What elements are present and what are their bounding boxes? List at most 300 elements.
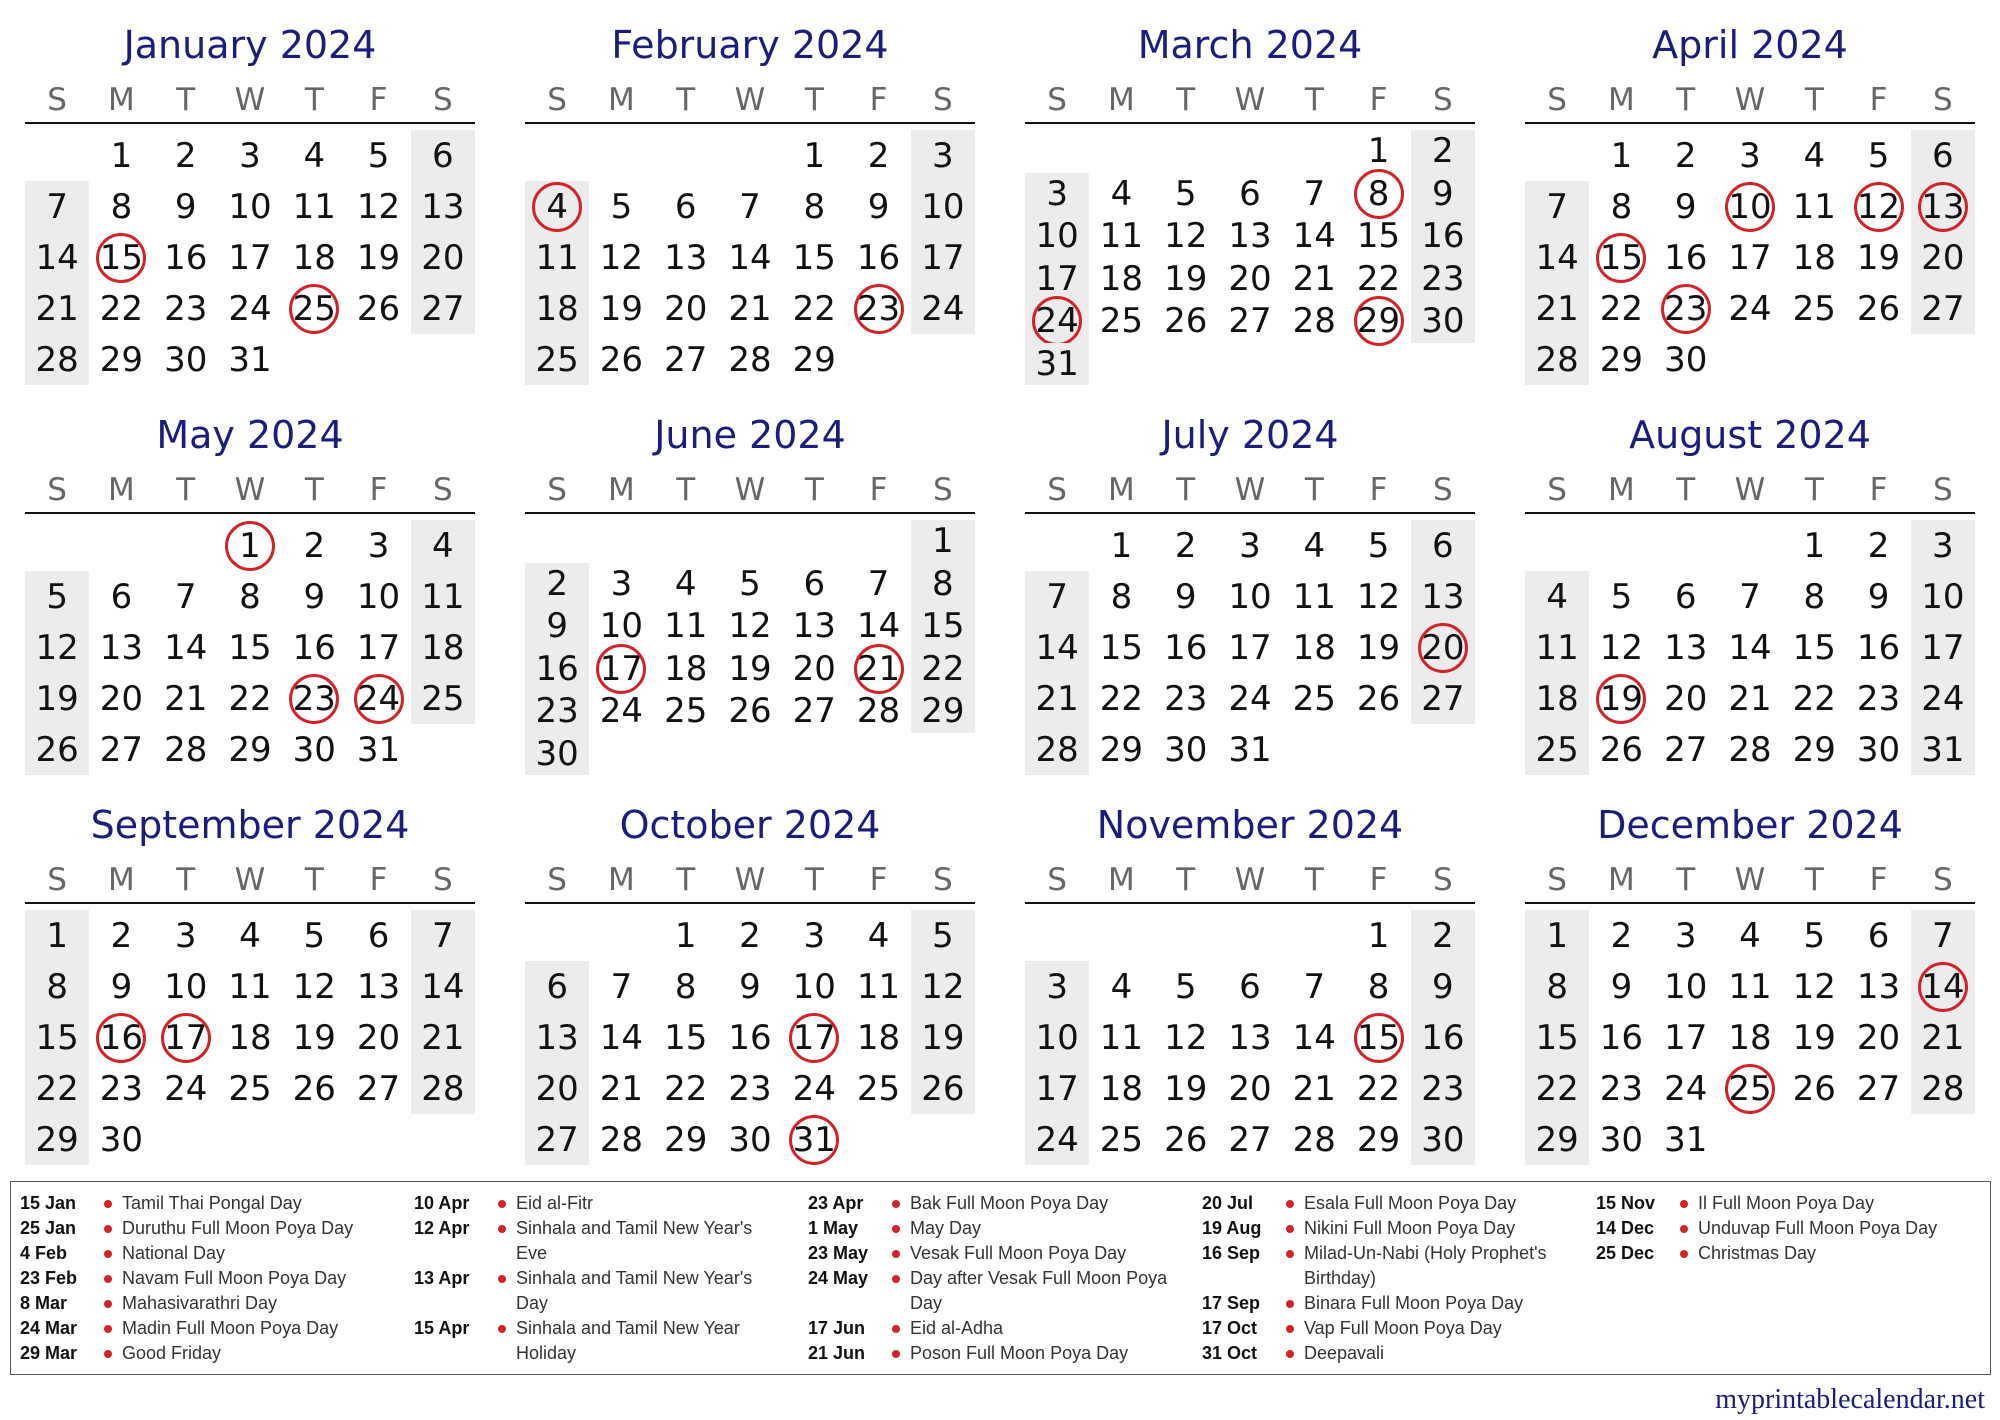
bullet-wrap (888, 1316, 904, 1341)
day-number: 17 (1035, 1068, 1079, 1109)
weekday-header (525, 860, 975, 900)
day-number: 6 (1432, 525, 1454, 566)
holiday-name: Madin Full Moon Poya Day (122, 1318, 339, 1338)
day-number: 3 (1046, 966, 1068, 1007)
day-cell (1025, 1114, 1089, 1165)
day-cell (1846, 283, 1910, 334)
day-cell (154, 910, 218, 961)
day-number: 15 (1356, 216, 1401, 257)
empty-day-cell (282, 1114, 346, 1165)
day-cell (1782, 571, 1846, 622)
day-number: 19 (1164, 1068, 1208, 1109)
day-cell (218, 232, 282, 283)
bullet-wrap (100, 1216, 116, 1241)
day-number: 30 (1164, 729, 1208, 770)
month-title: May 2024 (156, 413, 344, 457)
day-cell (1346, 300, 1410, 343)
bullet-wrap (888, 1266, 904, 1291)
day-number: 6 (1932, 135, 1954, 176)
day-number: 26 (292, 1068, 336, 1109)
weekday-label-monday: M (108, 862, 135, 898)
weekday-label-friday: F (369, 472, 388, 508)
day-cell (1846, 673, 1910, 724)
holiday-entry (1596, 1216, 1990, 1241)
day-cell (346, 910, 410, 961)
day-number: 12 (1792, 966, 1836, 1007)
day-cell (1525, 334, 1589, 385)
holiday-name: Poson Full Moon Poya Day (910, 1343, 1129, 1363)
day-cell (911, 690, 975, 733)
day-number: 10 (1921, 576, 1965, 617)
weekday-label-sunday: S (1047, 82, 1067, 118)
day-cell (718, 1012, 782, 1063)
holiday-name: Il Full Moon Poya Day (1698, 1193, 1875, 1213)
day-cell (89, 130, 153, 181)
holiday-entry (808, 1191, 1202, 1216)
day-number: 3 (803, 915, 826, 956)
day-cell (1718, 961, 1782, 1012)
holiday-entry (1202, 1341, 1596, 1366)
day-number: 7 (1932, 915, 1954, 956)
day-number: 21 (856, 648, 901, 689)
red-dot-icon (104, 1225, 112, 1233)
day-number: 7 (174, 576, 197, 617)
day-cell (89, 181, 153, 232)
day-cell (1525, 724, 1589, 775)
day-cell (25, 283, 89, 334)
day-cell (1411, 961, 1475, 1012)
day-number: 14 (421, 966, 465, 1007)
day-number: 16 (1164, 627, 1208, 668)
day-number: 28 (421, 1068, 465, 1109)
day-number: 11 (228, 966, 272, 1007)
empty-day-cell (1025, 910, 1089, 961)
bullet-wrap (888, 1216, 904, 1241)
holiday-name: Sinhala and Tamil New Year Holiday (516, 1318, 740, 1363)
legend-column (1202, 1191, 1596, 1374)
day-cell (411, 961, 475, 1012)
day-cell (718, 334, 782, 385)
header-divider (1525, 122, 1975, 124)
day-cell (782, 961, 846, 1012)
day-number: 11 (1792, 186, 1836, 227)
day-cell (25, 571, 89, 622)
day-cell (525, 690, 589, 733)
day-cell (218, 520, 282, 571)
day-number: 9 (174, 186, 197, 227)
empty-day-cell (525, 910, 589, 961)
day-number: 4 (303, 135, 326, 176)
day-cell (1411, 258, 1475, 301)
day-cell (1346, 173, 1410, 216)
day-cell (25, 181, 89, 232)
day-number: 18 (1728, 1017, 1772, 1058)
holiday-circle-marker (96, 233, 146, 283)
holiday-entry (1202, 1241, 1596, 1291)
day-cell (1089, 215, 1153, 258)
day-cell (1782, 961, 1846, 1012)
red-dot-icon (1286, 1300, 1294, 1308)
holiday-circle-marker (354, 674, 404, 724)
day-number: 19 (35, 678, 79, 719)
day-number: 23 (1421, 258, 1465, 299)
day-number: 19 (1792, 1017, 1836, 1058)
day-number: 20 (1921, 237, 1965, 278)
day-cell (1525, 1063, 1589, 1114)
empty-day-cell (1154, 910, 1218, 961)
weekday-label-wednesday: W (234, 82, 266, 118)
day-number: 16 (535, 648, 579, 689)
month-title: December 2024 (1597, 803, 1903, 847)
day-number: 3 (367, 525, 390, 566)
month-title: November 2024 (1096, 803, 1404, 847)
bullet-wrap (494, 1216, 510, 1241)
day-cell (218, 1012, 282, 1063)
weekday-label-thursday: T (804, 862, 824, 898)
day-cell (1782, 181, 1846, 232)
weekday-label-saturday: S (433, 862, 453, 898)
day-number: 23 (535, 691, 579, 732)
day-grid (25, 130, 475, 385)
day-cell (1089, 1012, 1153, 1063)
weekday-label-wednesday: W (1734, 82, 1766, 118)
bullet-wrap (494, 1191, 510, 1216)
month-title: July 2024 (1161, 413, 1339, 457)
bullet-wrap (1676, 1216, 1692, 1241)
day-number: 12 (35, 627, 79, 668)
red-dot-icon (1286, 1350, 1294, 1358)
day-number: 11 (1535, 627, 1579, 668)
day-number: 1 (239, 525, 261, 566)
day-cell (589, 563, 653, 606)
day-cell (1911, 910, 1975, 961)
holiday-name: Eid al-Adha (910, 1318, 1004, 1338)
holiday-date: 15 Apr (414, 1318, 470, 1338)
day-cell (782, 690, 846, 733)
empty-day-cell (411, 724, 475, 775)
day-number: 24 (1921, 678, 1965, 719)
day-number: 4 (432, 525, 454, 566)
empty-day-cell (1525, 520, 1589, 571)
empty-day-cell (654, 733, 718, 776)
day-number: 10 (921, 186, 965, 227)
day-cell (1025, 173, 1089, 216)
day-cell (1154, 520, 1218, 571)
day-number: 14 (164, 627, 208, 668)
day-number: 29 (1099, 729, 1144, 770)
header-divider (1525, 512, 1975, 514)
day-cell (1654, 673, 1718, 724)
red-dot-icon (1286, 1325, 1294, 1333)
day-number: 5 (1867, 135, 1890, 176)
day-number: 25 (1099, 301, 1144, 342)
day-number: 4 (239, 915, 261, 956)
day-cell (1346, 1012, 1410, 1063)
day-number: 15 (921, 606, 965, 647)
day-number: 2 (110, 915, 133, 956)
weekday-label-sunday: S (1547, 82, 1567, 118)
day-cell (1911, 724, 1975, 775)
day-number: 23 (292, 678, 336, 719)
day-cell (89, 232, 153, 283)
day-number: 29 (35, 1119, 79, 1160)
day-number: 5 (739, 563, 761, 604)
day-cell (782, 283, 846, 334)
day-number: 10 (1728, 186, 1772, 227)
day-cell (1846, 961, 1910, 1012)
day-cell (1525, 232, 1589, 283)
holiday-name: Mahasivarathri Day (122, 1293, 278, 1313)
day-number: 9 (1867, 576, 1890, 617)
day-number: 25 (1099, 1119, 1144, 1160)
day-cell (1654, 724, 1718, 775)
day-number: 23 (1664, 288, 1708, 329)
header-divider (525, 512, 975, 514)
day-cell (1218, 724, 1282, 775)
day-number: 5 (367, 135, 390, 176)
day-number: 27 (1664, 729, 1708, 770)
weekday-label-monday: M (1108, 862, 1135, 898)
weekday-label-sunday: S (47, 82, 67, 118)
day-cell (1589, 181, 1653, 232)
empty-day-cell (1346, 724, 1410, 775)
holiday-name: Milad-Un-Nabi (Holy Prophet's Birthday) (1304, 1243, 1547, 1288)
day-number: 20 (1664, 678, 1708, 719)
day-number: 13 (1228, 216, 1272, 257)
red-dot-icon (1286, 1250, 1294, 1258)
month-november (1025, 780, 1475, 1170)
day-number: 20 (1228, 1068, 1272, 1109)
empty-day-cell (1411, 724, 1475, 775)
day-number: 17 (1921, 627, 1965, 668)
month-title: August 2024 (1629, 413, 1871, 457)
day-number: 24 (1228, 678, 1272, 719)
day-cell (654, 563, 718, 606)
day-number: 7 (1303, 966, 1326, 1007)
day-number: 7 (1046, 576, 1068, 617)
day-number: 5 (303, 915, 326, 956)
day-cell (1089, 673, 1153, 724)
day-cell (1846, 232, 1910, 283)
weekday-label-thursday: T (1304, 862, 1324, 898)
empty-day-cell (1525, 130, 1589, 181)
day-number: 18 (1792, 237, 1836, 278)
month-title: January 2024 (123, 23, 377, 67)
weekday-header (525, 80, 975, 120)
weekday-label-saturday: S (1433, 862, 1453, 898)
day-number: 10 (1035, 1017, 1079, 1058)
holiday-entry (1202, 1291, 1596, 1316)
day-cell (1218, 622, 1282, 673)
day-number: 22 (1599, 288, 1644, 329)
day-cell (1782, 724, 1846, 775)
day-cell (525, 1012, 589, 1063)
day-number: 11 (535, 237, 579, 278)
day-cell (282, 283, 346, 334)
day-number: 30 (292, 729, 336, 770)
day-number: 28 (1728, 729, 1772, 770)
day-number: 8 (1610, 186, 1633, 227)
day-number: 25 (664, 691, 708, 732)
day-number: 26 (1792, 1068, 1836, 1109)
empty-day-cell (1718, 334, 1782, 385)
holiday-entry (20, 1341, 414, 1366)
weekday-label-wednesday: W (1234, 472, 1266, 508)
day-cell (411, 1063, 475, 1114)
weekday-label-saturday: S (933, 472, 953, 508)
bullet-wrap (494, 1316, 510, 1341)
day-cell (411, 181, 475, 232)
day-cell (25, 232, 89, 283)
day-number: 18 (1292, 627, 1336, 668)
day-cell (846, 563, 910, 606)
day-cell (718, 961, 782, 1012)
day-cell (89, 961, 153, 1012)
day-number: 1 (46, 915, 68, 956)
day-number: 18 (1099, 1068, 1144, 1109)
day-cell (718, 181, 782, 232)
day-cell (218, 961, 282, 1012)
weekday-label-tuesday: T (676, 862, 696, 898)
day-cell (154, 1012, 218, 1063)
bullet-wrap (100, 1191, 116, 1216)
day-cell (1911, 520, 1975, 571)
day-number: 14 (599, 1017, 644, 1058)
day-cell (525, 232, 589, 283)
holiday-date: 10 Apr (414, 1193, 470, 1213)
day-number: 30 (1664, 339, 1708, 380)
day-number: 17 (599, 648, 644, 689)
empty-day-cell (25, 520, 89, 571)
day-number: 30 (99, 1119, 144, 1160)
red-dot-icon (104, 1275, 112, 1283)
empty-day-cell (718, 130, 782, 181)
day-cell (1846, 622, 1910, 673)
day-number: 21 (1292, 1068, 1336, 1109)
weekday-label-thursday: T (1804, 472, 1824, 508)
day-number: 10 (1035, 216, 1079, 257)
holiday-entry (414, 1216, 808, 1266)
holiday-entry (20, 1316, 414, 1341)
weekday-label-wednesday: W (734, 862, 766, 898)
red-dot-icon (1680, 1250, 1688, 1258)
day-cell (1782, 232, 1846, 283)
weekday-label-sunday: S (1547, 862, 1567, 898)
day-number: 5 (1610, 576, 1633, 617)
day-cell (1654, 961, 1718, 1012)
holiday-name: Esala Full Moon Poya Day (1304, 1193, 1517, 1213)
day-number: 19 (356, 237, 401, 278)
weekday-label-sunday: S (47, 862, 67, 898)
day-number: 11 (856, 966, 901, 1007)
day-number: 4 (1739, 915, 1761, 956)
day-cell (1346, 520, 1410, 571)
day-number: 12 (356, 186, 401, 227)
holiday-name: Christmas Day (1698, 1243, 1817, 1263)
day-number: 13 (535, 1017, 579, 1058)
day-cell (1654, 571, 1718, 622)
day-cell (1089, 571, 1153, 622)
day-number: 22 (1099, 678, 1144, 719)
day-number: 21 (1921, 1017, 1965, 1058)
day-cell (911, 232, 975, 283)
day-number: 17 (1728, 237, 1772, 278)
day-cell (411, 673, 475, 724)
weekday-label-saturday: S (1433, 472, 1453, 508)
day-cell (282, 1063, 346, 1114)
day-number: 8 (1367, 966, 1390, 1007)
day-cell (1718, 673, 1782, 724)
header-divider (525, 122, 975, 124)
red-dot-icon (892, 1325, 900, 1333)
day-number: 23 (164, 288, 208, 329)
day-number: 30 (728, 1119, 772, 1160)
red-dot-icon (498, 1325, 506, 1333)
day-number: 11 (1292, 576, 1336, 617)
day-number: 5 (1174, 173, 1197, 214)
holiday-date: 17 Jun (808, 1318, 866, 1338)
day-cell (654, 232, 718, 283)
day-number: 12 (1599, 627, 1644, 668)
empty-day-cell (25, 130, 89, 181)
day-number: 11 (664, 606, 708, 647)
day-number: 9 (303, 576, 326, 617)
weekday-header (525, 470, 975, 510)
day-number: 21 (1292, 258, 1336, 299)
day-number: 10 (599, 606, 644, 647)
day-number: 2 (739, 915, 761, 956)
day-cell (525, 283, 589, 334)
day-cell (89, 910, 153, 961)
day-number: 10 (1228, 576, 1272, 617)
weekday-header (1525, 860, 1975, 900)
bullet-wrap (1282, 1191, 1298, 1216)
holiday-name: Tamil Thai Pongal Day (122, 1193, 302, 1213)
holiday-circle-marker (1725, 1064, 1775, 1114)
weekday-label-saturday: S (433, 82, 453, 118)
day-number: 18 (535, 288, 579, 329)
header-divider (1525, 902, 1975, 904)
holiday-entry (414, 1191, 808, 1216)
day-number: 7 (46, 186, 68, 227)
day-cell (25, 724, 89, 775)
day-cell (718, 283, 782, 334)
day-grid (1525, 130, 1975, 385)
empty-day-cell (218, 1114, 282, 1165)
weekday-label-friday: F (1869, 472, 1888, 508)
day-cell (911, 181, 975, 232)
day-number: 1 (110, 135, 133, 176)
header-divider (1025, 902, 1475, 904)
day-number: 26 (921, 1068, 965, 1109)
day-cell (218, 673, 282, 724)
day-cell (1346, 130, 1410, 173)
day-number: 8 (803, 186, 826, 227)
day-cell (1025, 1012, 1089, 1063)
empty-day-cell (1025, 520, 1089, 571)
holiday-circle-marker (1725, 182, 1775, 232)
month-may (25, 390, 475, 780)
day-number: 10 (164, 966, 208, 1007)
day-number: 24 (1035, 1119, 1079, 1160)
day-cell (1089, 1114, 1153, 1165)
day-number: 5 (1803, 915, 1826, 956)
day-number: 6 (1867, 915, 1890, 956)
day-number: 23 (728, 1068, 772, 1109)
day-number: 25 (1728, 1068, 1772, 1109)
empty-day-cell (718, 733, 782, 776)
weekday-label-tuesday: T (1176, 472, 1196, 508)
